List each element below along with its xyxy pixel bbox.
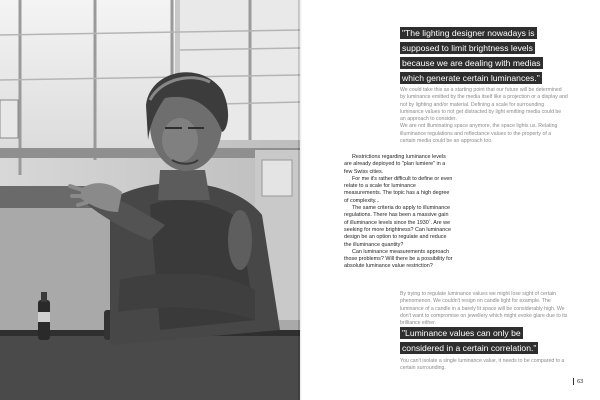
question-paragraph: The same criteria do apply to illuminance regulations. There has been a massive gain of illuminance levels since the 1930´. Are we seeking for more brightness? Can luminance design be an option to regulate and reduce the illuminance quantity? bbox=[344, 205, 451, 248]
page-number-text: 63 bbox=[577, 378, 584, 385]
question-column bbox=[344, 154, 454, 271]
question-paragraph: For me it's rather difficult to define or even relate to a scale for luminance measurements. The topic has a high degree of complexity... bbox=[344, 175, 453, 204]
closing-paragraph: You can't isolate a single luminance value, it needs to be compared to a certain surrounding. bbox=[400, 358, 565, 372]
page-gutter bbox=[298, 0, 302, 400]
pull-quote-top bbox=[400, 26, 562, 86]
pull-quote-bottom-text: "Luminance values can only be considered in a certain correlation." bbox=[402, 328, 537, 353]
middle-paragraph: By trying to regulate luminance values we might lose sight of certain phenomenon. We couldn't resign on candle light for example. The luminance of a candle in a barely lit space will be considerably high. We don't want to compromise on jewellery which might evoke glare due to its brilliance either. bbox=[400, 291, 568, 327]
question-paragraph: Can luminance measurements approach those problems? Will there be a possibility for absolute luminance value restriction? bbox=[344, 248, 453, 270]
pull-quote-bottom bbox=[400, 326, 562, 356]
intro-paragraph: We could take this as a starting point that our future will be determined by luminance emitted by the media itself like a projection or a display and not by lighting and/or material. Defining a scale for surrounding luminance values to not get distracted by light emitting media could be an approach to consider. We are not illuminating space anymore, the space lights us. Relating illuminance regulations and reflectance values to the property of a certain media could be an approach too. bbox=[400, 87, 568, 145]
question-paragraph: Restrictions regarding luminance levels are already deployed to "plan lumiere" in a few Swiss cities. bbox=[344, 154, 446, 175]
page-number bbox=[573, 378, 583, 385]
pull-quote-top-text: "The lighting designer nowadays is supposed to limit brightness levels because we are dealing with medias which generate certain luminances." bbox=[402, 28, 541, 83]
folio-bar bbox=[573, 378, 574, 385]
